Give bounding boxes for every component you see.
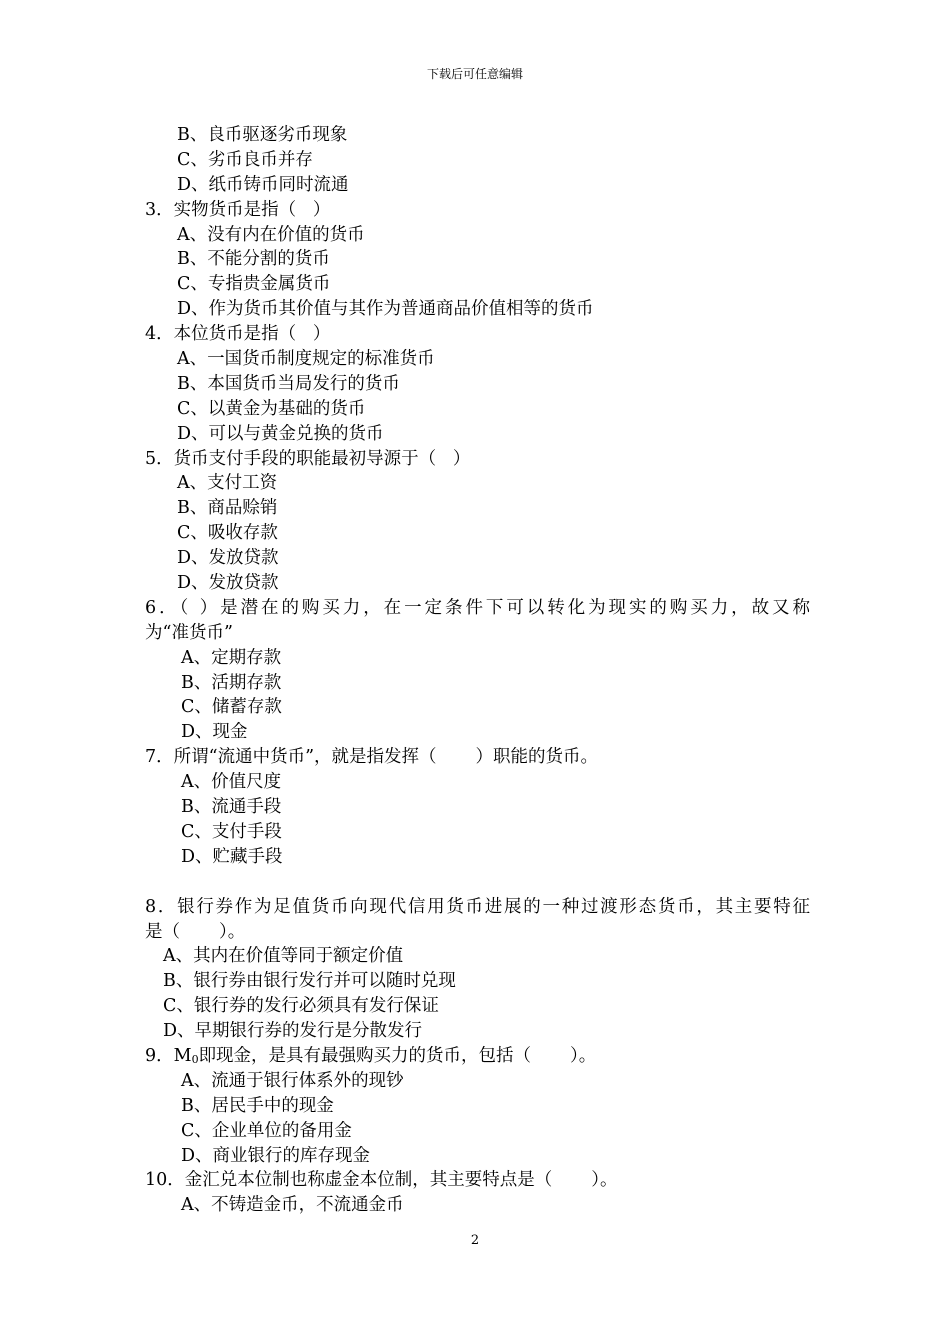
option-q3-b: B、不能分割的货币 bbox=[177, 249, 330, 270]
option-q5-d-repeat: D、发放贷款 bbox=[177, 573, 279, 594]
question-8-stem-line1: 8．银行券作为足值货币向现代信用货币进展的一种过渡形态货币，其主要特征 bbox=[145, 896, 810, 917]
question-6-stem-line2: 为“准货币” bbox=[145, 622, 233, 643]
question-7-stem: 7．所谓“流通中货币”，就是指发挥（ ）职能的货币。 bbox=[145, 747, 598, 768]
option-q3-c: C、专指贵金属货币 bbox=[177, 274, 331, 295]
question-9-stem bbox=[145, 1044, 810, 1069]
option-q5-d: D、发放贷款 bbox=[177, 548, 279, 569]
option-q9-b: B、居民手中的现金 bbox=[181, 1095, 334, 1116]
option-q4-b: B、本国货币当局发行的货币 bbox=[177, 373, 400, 394]
option-q4-a: A、一国货币制度规定的标准货币 bbox=[177, 349, 435, 370]
option-q6-c: C、储蓄存款 bbox=[181, 697, 282, 718]
document-body bbox=[145, 123, 810, 1218]
option-q4-c: C、以黄金为基础的货币 bbox=[177, 398, 366, 419]
page-number: 2 bbox=[470, 1233, 480, 1248]
option-q5-b: B、商品赊销 bbox=[177, 498, 278, 519]
question-8-stem-line2: 是（ ）。 bbox=[145, 921, 246, 942]
option-q3-d: D、作为货币其价值与其作为普通商品价值相等的货币 bbox=[177, 299, 594, 320]
spacer bbox=[145, 870, 810, 895]
question-9-suffix: 即现金，是具有最强购买力的货币，包括（ ）。 bbox=[198, 1045, 597, 1066]
option-q6-a: A、定期存款 bbox=[181, 647, 282, 668]
option-q7-c: C、支付手段 bbox=[181, 821, 282, 842]
option-q4-d: D、可以与黄金兑换的货币 bbox=[177, 423, 384, 444]
question-9-prefix: 9．M bbox=[145, 1045, 192, 1066]
option-q9-a: A、流通于银行体系外的现钞 bbox=[181, 1070, 404, 1091]
option-q6-b: B、活期存款 bbox=[181, 672, 282, 693]
question-6-stem-line1: 6．（ ）是潜在的购买力，在一定条件下可以转化为现实的购买力，故又称 bbox=[145, 597, 810, 618]
option-q6-d: D、现金 bbox=[181, 722, 248, 743]
option-q2-d: D、纸币铸币同时流通 bbox=[177, 174, 349, 195]
option-q9-c: C、企业单位的备用金 bbox=[181, 1120, 352, 1141]
question-10-stem: 10．金汇兑本位制也称虚金本位制，其主要特点是（ ）。 bbox=[145, 1170, 618, 1191]
option-q7-d: D、贮藏手段 bbox=[181, 846, 283, 867]
option-q2-c: C、劣币良币并存 bbox=[177, 149, 313, 170]
page-header: 下载后可任意编辑 bbox=[426, 67, 523, 81]
option-q3-a: A、没有内在价值的货币 bbox=[177, 224, 365, 245]
option-q7-b: B、流通手段 bbox=[181, 797, 282, 818]
option-q2-b: B、良币驱逐劣币现象 bbox=[177, 125, 348, 145]
option-q9-d: D、商业银行的库存现金 bbox=[181, 1145, 371, 1166]
option-q8-d: D、早期银行券的发行是分散发行 bbox=[163, 1021, 423, 1042]
option-q8-c: C、银行券的发行必须具有发行保证 bbox=[163, 996, 439, 1017]
question-3-stem: 3．实物货币是指（ ） bbox=[145, 199, 331, 220]
option-q10-a: A、不铸造金币，不流通金币 bbox=[181, 1195, 404, 1216]
question-9-subscript: 0 bbox=[191, 1052, 199, 1066]
option-q7-a: A、价值尺度 bbox=[181, 772, 282, 793]
option-q8-b: B、银行券由银行发行并可以随时兑现 bbox=[163, 971, 456, 992]
question-5-stem: 5．货币支付手段的职能最初导源于（ ） bbox=[145, 448, 471, 469]
question-4-stem: 4．本位货币是指（ ） bbox=[145, 324, 331, 345]
option-q5-a: A、支付工资 bbox=[177, 473, 278, 494]
option-q8-a: A、其内在价值等同于额定价值 bbox=[163, 946, 404, 967]
option-q5-c: C、吸收存款 bbox=[177, 523, 278, 544]
